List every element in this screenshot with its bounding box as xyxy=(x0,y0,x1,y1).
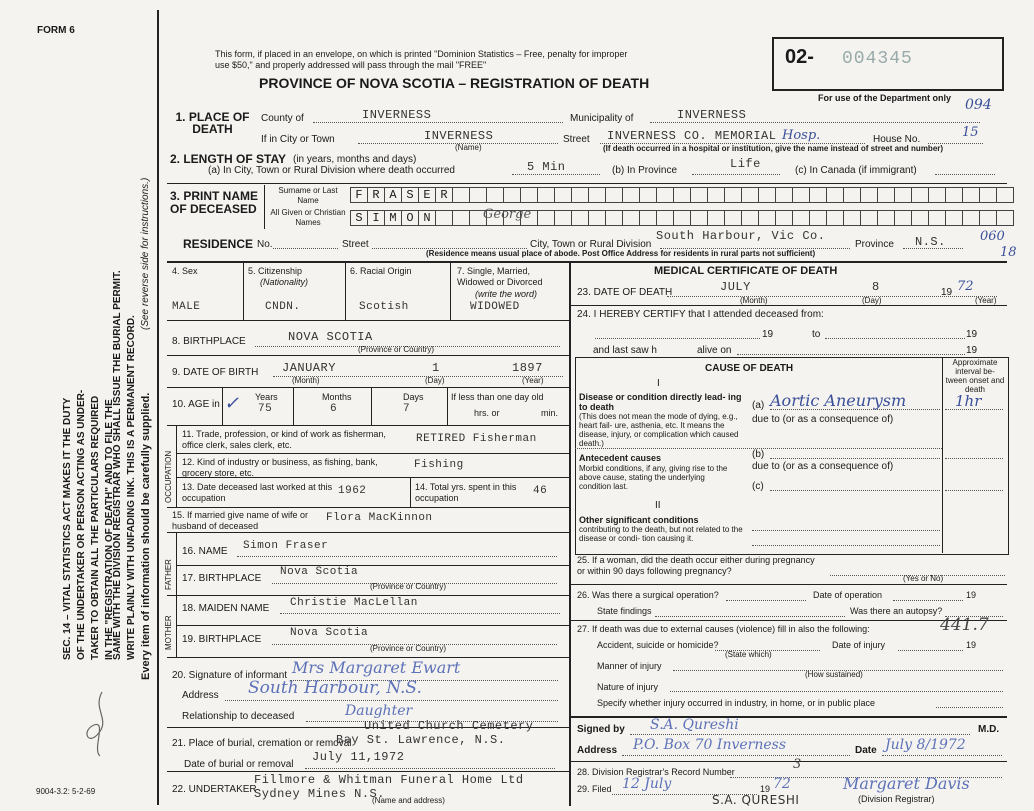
due-to-a: due to (or as a consequence of) xyxy=(752,414,894,425)
dod-year-prefix: 19 xyxy=(941,287,953,298)
sex-value: MALE xyxy=(172,301,201,313)
age-check-mark: ✓ xyxy=(224,393,240,414)
birthplace-value: NOVA SCOTIA xyxy=(288,330,373,344)
dob-day: 1 xyxy=(432,361,440,375)
name-letter-cell xyxy=(929,187,946,203)
name-letter-cell xyxy=(436,210,453,226)
disease-label: Disease or condition directly lead- ing to death xyxy=(579,392,742,412)
name-letter-cell xyxy=(657,210,674,226)
physician-address: P.O. Box 70 Inverness xyxy=(633,737,787,753)
racial-origin-label: 6. Racial Origin xyxy=(350,266,412,276)
due-to-b: due to (or as a consequence of) xyxy=(752,461,894,472)
name-letter-cell xyxy=(810,210,827,226)
name-letter-cell: F xyxy=(350,187,368,203)
side-text-5: SAME WITH THE DIVISION REGISTRAR WHO SHALL ISSUE THE BURIAL PERMIT. xyxy=(112,270,123,660)
signed-by-label: Signed by xyxy=(577,724,625,735)
name-letter-cell xyxy=(453,187,470,203)
name-letter-cell: I xyxy=(368,210,385,226)
name-letter-cell xyxy=(912,187,929,203)
name-letter-cell xyxy=(895,210,912,226)
name-letter-cell: R xyxy=(436,187,453,203)
name-letter-cell: O xyxy=(402,210,419,226)
alive-on-label: alive on xyxy=(697,345,732,356)
other-conditions-note: contributing to the death, but not related to the disease or condi- tion causing it. xyxy=(579,525,743,543)
age-years-label: Years xyxy=(255,392,278,402)
registrar-signature: Margaret Davis xyxy=(843,774,970,793)
side-text-2: OF THE UNDERTAKER OR PERSON ACTING AS UNDER- xyxy=(76,389,87,660)
name-letter-cell: E xyxy=(419,187,436,203)
citizenship-value: CNDN. xyxy=(265,301,301,313)
father-name: Simon Fraser xyxy=(243,540,329,552)
burial-date-label: Date of burial or removal xyxy=(184,759,294,770)
cause-heading: CAUSE OF DEATH xyxy=(705,363,794,374)
dod-month-caption: (Month) xyxy=(740,296,768,305)
op-date-label: Date of operation xyxy=(813,590,883,600)
age-months-label: Months xyxy=(322,392,352,402)
date-injury-label: Date of injury xyxy=(832,640,886,650)
dob-year-caption: (Year) xyxy=(522,376,544,385)
name-letter-cell xyxy=(776,210,793,226)
trade-label: 11. Trade, profession, or kind of work as fisherman, office clerk, sales clerk, etc. xyxy=(182,429,386,450)
q27-label: 27. If death was due to external causes (violence) fill in also the following: xyxy=(577,624,870,634)
birthplace-caption: (Province or Country) xyxy=(358,345,435,354)
house-value: 15 xyxy=(962,125,979,140)
racial-origin-value: Scotish xyxy=(359,301,409,313)
print-name-label: 3. PRINT NAME OF DECEASED xyxy=(170,189,259,216)
name-letter-cell xyxy=(538,187,555,203)
name-letter-cell xyxy=(980,187,997,203)
filed-19: 19 xyxy=(760,784,771,794)
stay-a-label: (a) In City, Town or Rural Division where death occurred xyxy=(208,165,455,176)
name-letter-cell xyxy=(470,187,487,203)
undertaker-name: Fillmore & Whitman Funeral Home Ltd xyxy=(254,773,524,787)
side-text-6: WRITE PLAINLY WITH UNFADING INK. THIS IS A PERMANENT RECORD. xyxy=(126,315,137,660)
mother-maiden-label: 18. MAIDEN NAME xyxy=(182,603,270,614)
name-letter-cell xyxy=(572,210,589,226)
residence-note: (Residence means usual place of abode. Post Office Address for residents in rural parts not sufficient) xyxy=(426,249,816,258)
trade-value: RETIRED Fisherman xyxy=(416,433,537,445)
city-name-caption: (Name) xyxy=(455,143,482,152)
given-handwritten: George xyxy=(483,207,532,222)
residence-no-label: No. xyxy=(257,239,273,250)
name-letter-cell xyxy=(980,210,997,226)
surname-cells xyxy=(350,187,1014,203)
citizenship-label: 5. Citizenship xyxy=(248,266,303,276)
name-letter-cell xyxy=(912,210,929,226)
name-letter-cell: M xyxy=(385,210,402,226)
name-letter-cell xyxy=(997,210,1014,226)
marital-label: 7. Single, Married, Widowed or Divorced xyxy=(457,266,543,287)
age-label: 10. AGE in xyxy=(172,399,220,410)
name-letter-cell xyxy=(674,187,691,203)
surname-label: Surname or Last Name xyxy=(278,186,338,205)
disease-note: (This does not mean the mode of dying, e.g., heart fail- ure, asthenia, etc. It means the disease, injury, or complication which caused death.) xyxy=(579,412,739,448)
name-letter-cell xyxy=(691,187,708,203)
cause-c-prefix: (c) xyxy=(752,481,764,492)
burial-place-label: 21. Place of burial, cremation or removal xyxy=(172,738,352,749)
age-min: min. xyxy=(541,408,559,418)
name-letter-cell xyxy=(759,187,776,203)
age-months: 6 xyxy=(330,403,338,415)
cause-a-value: Aortic Aneurysm xyxy=(770,391,907,410)
side-text-4: IN THE "REGISTRATION OF DEATH" AND TO FILE THE xyxy=(104,399,115,660)
dept-note: For use of the Department only xyxy=(818,93,952,103)
form-number: FORM 6 xyxy=(37,25,75,36)
mother-side-label: MOTHER xyxy=(164,615,173,650)
name-letter-cell: S xyxy=(350,210,368,226)
name-letter-cell xyxy=(606,187,623,203)
antecedent-note: Morbid conditions, if any, giving rise to the above cause, stating the underlying condition last. xyxy=(579,464,728,491)
stay-a-value: 5 Min xyxy=(527,160,566,174)
mother-birthplace-caption: (Province or Country) xyxy=(370,644,447,653)
accident-label: Accident, suicide or homicide? xyxy=(597,640,719,650)
total-years-label: 14. Total yrs. spent in this occupation xyxy=(415,482,517,503)
residence-province-label: Province xyxy=(855,239,894,250)
undertaker-label: 22. UNDERTAKER xyxy=(172,784,257,795)
given-names-label: All Given or Christian Names xyxy=(270,208,346,227)
father-name-label: 16. NAME xyxy=(182,546,228,557)
name-letter-cell xyxy=(742,187,759,203)
father-birthplace-label: 17. BIRTHPLACE xyxy=(182,573,262,584)
name-letter-cell xyxy=(555,210,572,226)
total-years-value: 46 xyxy=(533,485,548,497)
interval-heading: Approximate interval be- tween onset and death xyxy=(945,358,1005,394)
county-value: INVERNESS xyxy=(362,108,432,122)
name-letter-cell xyxy=(623,210,640,226)
last-worked-label: 13. Date deceased last worked at this occupation xyxy=(182,482,333,503)
q25-label: 25. If a woman, did the death occur either during pregnancy or within 90 days following pregnancy? xyxy=(577,555,815,576)
name-letter-cell xyxy=(929,210,946,226)
informant-address: South Harbour, N.S. xyxy=(248,678,422,698)
state-which: (State which) xyxy=(725,650,772,659)
place-of-death-label: 1. PLACE OF DEATH xyxy=(175,110,250,136)
md-label: M.D. xyxy=(978,724,1000,735)
q27-code: 441.7 xyxy=(940,615,989,635)
residence-city-label: City, Town or Rural Division xyxy=(530,239,652,250)
dob-month: JANUARY xyxy=(282,361,336,375)
name-letter-cell xyxy=(793,187,810,203)
q25-yes-no: (Yes or No) xyxy=(903,574,944,583)
name-letter-cell xyxy=(946,210,963,226)
name-letter-cell xyxy=(691,210,708,226)
name-letter-cell xyxy=(878,210,895,226)
cause-b-prefix: (b) xyxy=(752,449,765,460)
reg-prefix: 02- xyxy=(785,46,814,68)
name-letter-cell xyxy=(776,187,793,203)
notice-line1: This form, if placed in an envelope, on which is printed "Dominion Statistics – Free, penalty for improper xyxy=(215,49,628,59)
dob-year: 1897 xyxy=(512,361,543,375)
antecedent-label: Antecedent causes xyxy=(579,453,662,463)
dod-day: 8 xyxy=(872,280,880,294)
name-letter-cell xyxy=(793,210,810,226)
name-letter-cell xyxy=(742,210,759,226)
informant-address-label: Address xyxy=(182,690,219,701)
name-letter-cell xyxy=(708,187,725,203)
house-label: House No. xyxy=(873,134,921,145)
spouse-label: 15. If married give name of wife or husband of deceased xyxy=(172,510,309,531)
residence-code-2: 18 xyxy=(1000,245,1017,260)
name-letter-cell xyxy=(640,187,657,203)
cause-roman-2: II xyxy=(655,500,661,511)
street-handwritten: Hosp. xyxy=(782,128,821,143)
certify-to: to xyxy=(812,329,821,340)
name-letter-cell xyxy=(963,210,980,226)
age-years: 75 xyxy=(258,403,273,415)
city-label: If in City or Town xyxy=(261,134,335,145)
residence-label: RESIDENCE xyxy=(183,237,254,251)
name-letter-cell xyxy=(844,187,861,203)
undertaker-caption: (Name and address) xyxy=(372,796,445,805)
county-label: County of xyxy=(261,113,304,124)
name-letter-cell xyxy=(759,210,776,226)
specify-label: Specify whether injury occurred in industry, in home, or in public place xyxy=(597,698,875,708)
physician-address-label: Address xyxy=(577,745,618,756)
cause-a-prefix: (a) xyxy=(752,400,765,411)
reg-number: 004345 xyxy=(842,49,913,69)
municipality-value: INVERNESS xyxy=(677,108,747,122)
name-letter-cell xyxy=(521,187,538,203)
residence-city: South Harbour, Vic Co. xyxy=(656,229,826,243)
length-of-stay-sub: (in years, months and days) xyxy=(293,154,417,165)
name-letter-cell xyxy=(589,210,606,226)
physician-stamp: S.A. QURESHI xyxy=(712,793,800,807)
name-letter-cell xyxy=(895,187,912,203)
q26-label: 26. Was there a surgical operation? xyxy=(577,590,719,600)
filed-date: 12 July xyxy=(622,776,672,792)
father-side-label: FATHER xyxy=(164,559,173,590)
undertaker-address: Sydney Mines N.S. xyxy=(254,787,385,801)
dob-month-caption: (Month) xyxy=(292,376,320,385)
certify-19-b: 19 xyxy=(966,329,978,340)
autopsy-label: Was there an autopsy? xyxy=(850,606,943,616)
name-letter-cell xyxy=(827,210,844,226)
citizenship-sub: (Nationality) xyxy=(260,277,309,287)
city-value: INVERNESS xyxy=(424,129,494,143)
marital-value: WIDOWED xyxy=(470,301,520,313)
burial-place-1: United Church Cemetery xyxy=(364,719,534,733)
dod-label: 23. DATE OF DEATH xyxy=(577,287,673,298)
industry-value: Fishing xyxy=(414,459,464,471)
age-lt-day-label: If less than one day old xyxy=(451,392,544,402)
name-letter-cell xyxy=(810,187,827,203)
residence-street-label: Street xyxy=(342,239,369,250)
dod-year-caption: (Year) xyxy=(975,296,997,305)
side-text-7: Every item of information should be carefully supplied. xyxy=(140,392,152,680)
residence-code-1: 060 xyxy=(980,229,1005,244)
name-letter-cell xyxy=(640,210,657,226)
municipality-label: Municipality of xyxy=(570,113,634,124)
informant-sig-label: 20. Signature of informant xyxy=(172,670,288,681)
last-saw-label: and last saw h xyxy=(593,345,657,356)
manner-label: Manner of injury xyxy=(597,661,662,671)
name-letter-cell xyxy=(606,210,623,226)
cause-roman-1: I xyxy=(657,378,660,389)
name-letter-cell xyxy=(555,187,572,203)
relationship-label: Relationship to deceased xyxy=(182,711,295,722)
burial-place-2: Bay St. Lawrence, N.S. xyxy=(336,733,506,747)
sex-label: 4. Sex xyxy=(172,266,198,276)
name-letter-cell xyxy=(878,187,895,203)
mother-maiden: Christie MacLellan xyxy=(290,597,418,609)
street-value: INVERNESS CO. MEMORIAL xyxy=(607,129,777,143)
medical-heading: MEDICAL CERTIFICATE OF DEATH xyxy=(654,265,838,277)
dod-month: JULY xyxy=(720,280,751,294)
name-letter-cell xyxy=(589,187,606,203)
other-conditions-label: Other significant conditions xyxy=(579,515,699,525)
cause-a-interval: 1hr xyxy=(955,392,982,410)
spouse-value: Flora MacKinnon xyxy=(326,512,433,524)
certify-label: 24. I HEREBY CERTIFY that I attended deceased from: xyxy=(577,309,824,320)
left-border xyxy=(157,10,159,805)
name-letter-cell xyxy=(861,187,878,203)
date-injury-19: 19 xyxy=(966,640,977,650)
age-days-label: Days xyxy=(403,392,424,402)
stay-b-label: (b) In Province xyxy=(612,165,678,176)
nature-label: Nature of injury xyxy=(597,682,659,692)
side-text-1: SEC. 14 – VITAL STATISTICS ACT MAKES IT THE DUTY xyxy=(62,397,73,660)
age-days: 7 xyxy=(403,403,411,415)
notice-line2: use $50," and properly addressed will pass through the mail "FREE" xyxy=(215,60,487,70)
name-letter-cell xyxy=(623,187,640,203)
given-cells xyxy=(350,210,1014,226)
occupation-side-label: OCCUPATION xyxy=(164,450,173,503)
alive-on-19: 19 xyxy=(966,345,978,356)
name-letter-cell xyxy=(725,187,742,203)
physician-date: July 8/1972 xyxy=(885,737,966,753)
burial-date: July 11,1972 xyxy=(312,750,405,764)
name-letter-cell: R xyxy=(368,187,385,203)
how-sustained: (How sustained) xyxy=(805,670,863,679)
name-letter-cell: S xyxy=(402,187,419,203)
name-letter-cell xyxy=(844,210,861,226)
name-letter-cell xyxy=(657,187,674,203)
name-letter-cell xyxy=(963,187,980,203)
hospital-note: (If death occurred in a hospital or institution, give the name instead of street and number) xyxy=(603,144,944,153)
record-number: 3 xyxy=(793,757,802,772)
informant-sig: Mrs Margaret Ewart xyxy=(292,658,461,677)
name-letter-cell xyxy=(538,210,555,226)
side-text-3: TAKER TO OBTAIN ALL THE PARTICULARS REQUIRED xyxy=(90,395,101,660)
form-title: PROVINCE OF NOVA SCOTIA – REGISTRATION OF DEATH xyxy=(259,75,650,91)
stay-c-label: (c) In Canada (if immigrant) xyxy=(795,165,917,176)
state-findings-label: State findings xyxy=(597,606,652,616)
name-letter-cell xyxy=(725,210,742,226)
side-text-8: (See reverse side for instructions.) xyxy=(140,177,151,330)
name-letter-cell xyxy=(861,210,878,226)
last-worked-value: 1962 xyxy=(338,485,367,497)
name-letter-cell xyxy=(946,187,963,203)
q28-label: 28. Division Registrar's Record Number xyxy=(577,767,735,777)
dob-day-caption: (Day) xyxy=(425,376,445,385)
industry-label: 12. Kind of industry or business, as fishing, bank, grocery store, etc. xyxy=(182,457,378,478)
name-letter-cell: A xyxy=(385,187,402,203)
mother-birthplace-label: 19. BIRTHPLACE xyxy=(182,634,262,645)
dept-code: 094 xyxy=(965,97,992,113)
physician-date-label: Date xyxy=(855,745,877,756)
father-birthplace-caption: (Province or Country) xyxy=(370,582,447,591)
residence-province: N.S. xyxy=(915,235,946,249)
street-label: Street xyxy=(563,134,590,145)
name-letter-cell xyxy=(674,210,691,226)
stay-b-value: Life xyxy=(730,157,761,171)
birthplace-label: 8. BIRTHPLACE xyxy=(172,336,246,347)
marital-sub: (write the word) xyxy=(475,289,538,299)
name-letter-cell xyxy=(453,210,470,226)
father-birthplace: Nova Scotia xyxy=(280,566,359,578)
op-date-19: 19 xyxy=(966,590,977,600)
signature-scribble xyxy=(72,690,122,760)
name-letter-cell xyxy=(708,210,725,226)
registrar-caption: (Division Registrar) xyxy=(858,794,935,804)
q29-label: 29. Filed xyxy=(577,784,612,794)
dod-year: 72 xyxy=(957,279,974,294)
footer-code: 9004-3.2: 5-2-69 xyxy=(36,787,96,796)
name-letter-cell xyxy=(572,187,589,203)
dob-label: 9. DATE OF BIRTH xyxy=(172,367,259,378)
name-letter-cell xyxy=(504,187,521,203)
name-letter-cell xyxy=(827,187,844,203)
mother-birthplace: Nova Scotia xyxy=(290,627,369,639)
name-letter-cell xyxy=(997,187,1014,203)
name-letter-cell: N xyxy=(419,210,436,226)
signed-by-value: S.A. Qureshi xyxy=(650,717,739,733)
filed-year: 72 xyxy=(773,776,791,792)
dod-day-caption: (Day) xyxy=(862,296,882,305)
name-letter-cell xyxy=(487,187,504,203)
certify-19-a: 19 xyxy=(762,329,774,340)
relationship-value: Daughter xyxy=(345,703,413,719)
age-hrs: hrs. or xyxy=(474,408,500,418)
length-of-stay-label: 2. LENGTH OF STAY xyxy=(170,152,287,166)
